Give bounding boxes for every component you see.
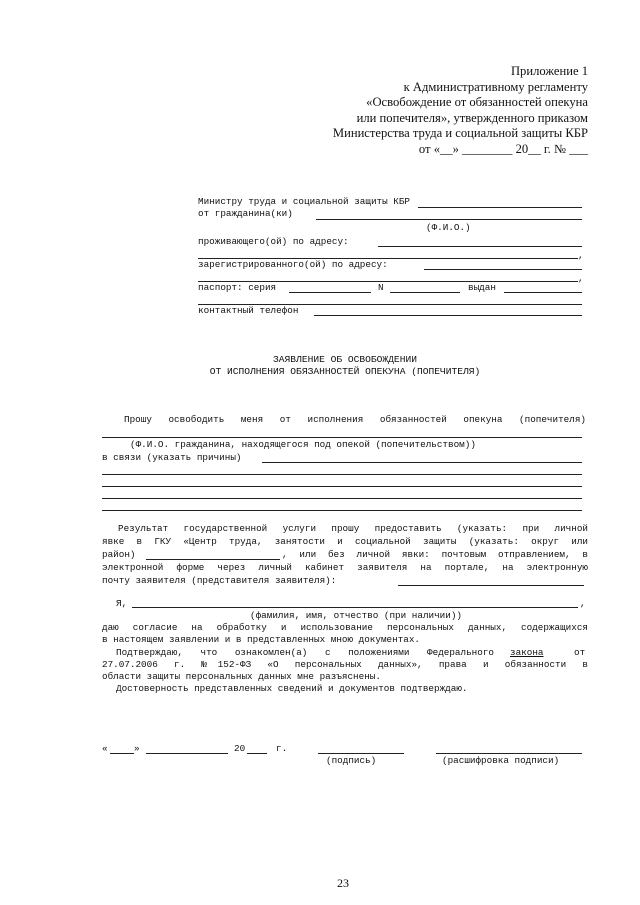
decoding-line	[436, 753, 582, 754]
passport-number-line	[390, 292, 460, 293]
result-line: почту заявителя (представителя заявителя):	[102, 575, 337, 586]
registered-line-1	[424, 269, 582, 270]
statement-title-line-1: ЗАЯВЛЕНИЕ ОБ ОСВОБОЖДЕНИИ	[273, 354, 417, 365]
month-line	[146, 753, 228, 754]
reason-line-4	[102, 498, 582, 499]
law-link[interactable]: закона	[510, 647, 544, 658]
reason-line-3	[102, 486, 582, 487]
consent-line: Подтверждаю, что ознакомлен(а) с положениями Федерального	[116, 647, 494, 658]
result-line: , или без личной явки: почтовым отправлением, в	[282, 549, 588, 560]
reason-line-2	[102, 474, 582, 475]
result-line: электронной форме через личный кабинет заявителя на портале, на электронную	[102, 562, 588, 573]
district-line	[146, 559, 280, 560]
reason-label: в связи (указать причины)	[102, 452, 242, 463]
signature-line	[318, 753, 404, 754]
consent-line: области защиты персональных данных мне разъяснены.	[102, 671, 381, 682]
appendix-line: к Административному регламенту	[403, 79, 588, 94]
passport-series-line	[289, 292, 371, 293]
phone-label: контактный телефон	[198, 305, 299, 316]
appendix-line: или попечителя», утвержденного приказом	[356, 110, 588, 125]
reason-line-5	[102, 510, 582, 511]
comma: ,	[578, 273, 584, 284]
appendix-line: «Освобождение от обязанностей опекуна	[366, 95, 588, 109]
phone-line	[314, 315, 582, 316]
registered-label: зарегистрированного(ой) по адресу:	[198, 259, 388, 270]
result-line: район)	[102, 549, 136, 560]
email-line	[398, 585, 584, 586]
consent-line: от	[574, 647, 586, 658]
year-suffix: г.	[276, 743, 288, 754]
consent-line: даю согласие на обработку и использование персональных данных, содержащихся	[102, 622, 588, 633]
passport-issued-line	[504, 292, 582, 293]
day-line	[110, 753, 134, 754]
consent-ya: Я,	[116, 598, 128, 609]
date-quote-close: »	[134, 743, 140, 754]
passport-series-label: паспорт: серия	[198, 282, 277, 293]
ward-name-line	[102, 437, 582, 438]
addressee-minister: Министру труда и социальной защиты КБР	[198, 196, 411, 207]
appendix-line: Министерства труда и социальной защиты КБР	[332, 126, 588, 140]
result-line: явке в ГКУ «Центр труда, занятости и социальной защиты (указать: округ или	[102, 536, 588, 547]
consent-name-line	[132, 607, 578, 608]
year-line	[247, 753, 267, 754]
comma: ,	[580, 598, 586, 609]
appendix-header	[333, 64, 588, 157]
page-number: 23	[337, 876, 349, 890]
passport-issued-label: выдан	[468, 282, 496, 293]
consent-line: Достоверность представленных сведений и документов подтверждаю.	[116, 683, 468, 694]
ward-name-hint: (Ф.И.О. гражданина, находящегося под опекой (попечительством))	[130, 439, 476, 450]
date-quote-open: «	[102, 743, 108, 754]
consent-line: 27.07.2006 г. №152-ФЗ «О персональных данных», права и обязанности в	[102, 659, 588, 670]
request-text: Прошу освободить меня от исполнения обязанностей опекуна (попечителя)	[124, 414, 586, 425]
year-prefix: 20	[234, 743, 246, 754]
appendix-line: от «__» ________ 20__ г. № ___	[418, 141, 588, 156]
applicant-name-line	[316, 219, 582, 220]
addressee-from: от гражданина(ки)	[198, 208, 293, 219]
reason-line-1	[262, 462, 582, 463]
appendix-line: Приложение 1	[510, 64, 588, 78]
residing-line-1	[378, 246, 582, 247]
decoding-label: (расшифровка подписи)	[442, 755, 560, 766]
statement-title-line-2: ОТ ИСПОЛНЕНИЯ ОБЯЗАННОСТЕЙ ОПЕКУНА (ПОПЕЧИТЕЛЯ)	[209, 366, 481, 377]
signature-label: (подпись)	[326, 755, 377, 766]
residing-label: проживающего(ой) по адресу:	[198, 236, 349, 247]
comma: ,	[578, 250, 584, 261]
minister-name-line	[418, 207, 582, 208]
consent-name-hint: (фамилия, имя, отчество (при наличии))	[250, 610, 463, 621]
result-line: Результат государственной услуги прошу предоставить (указать: при личной	[118, 523, 588, 534]
passport-number-label: N	[378, 282, 384, 293]
consent-line: в настоящем заявлении и в представленных мною документах.	[102, 634, 421, 645]
fio-hint: (Ф.И.О.)	[426, 222, 471, 233]
